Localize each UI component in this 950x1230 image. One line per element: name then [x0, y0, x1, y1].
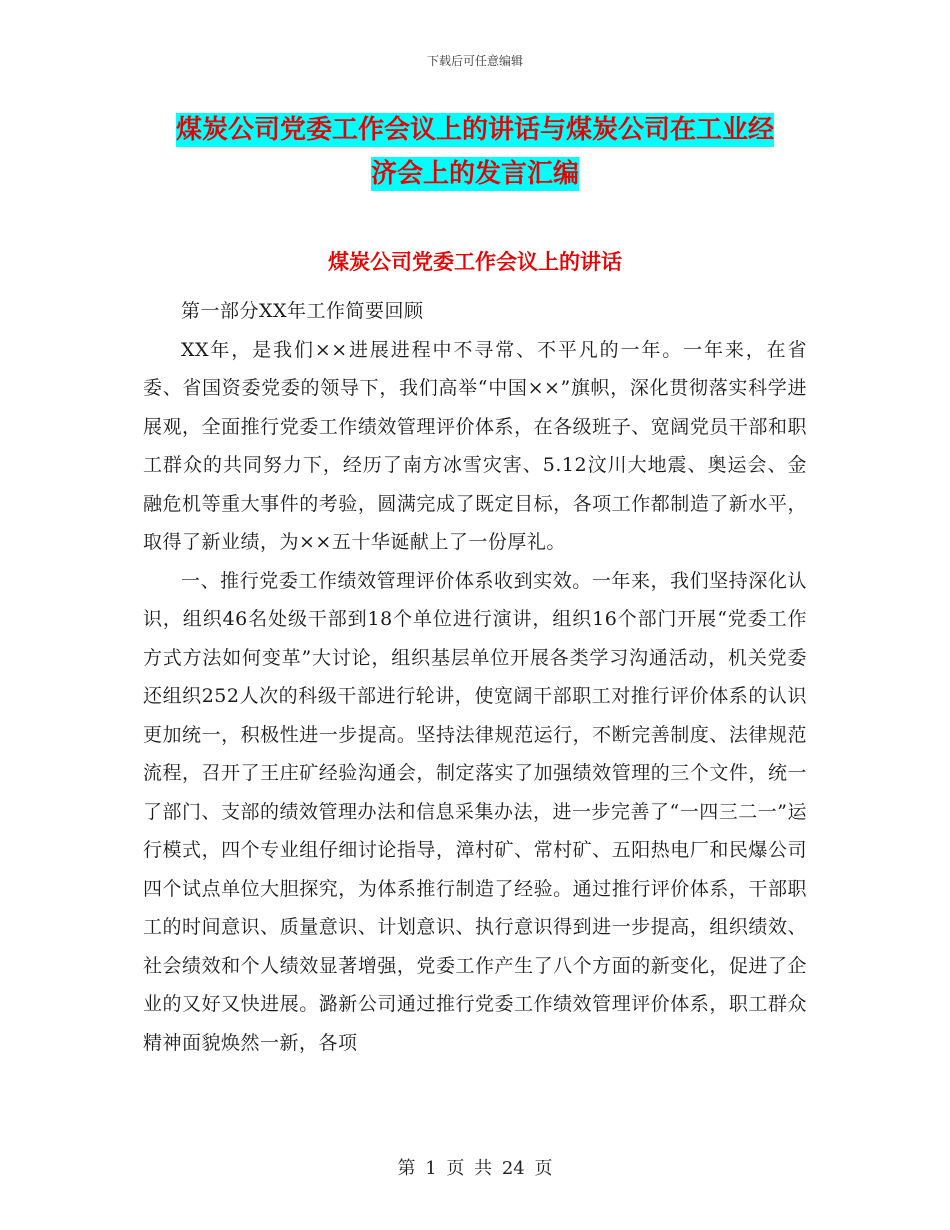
- paragraph: XX年，是我们××进展进程中不寻常、不平凡的一年。一年来，在省委、省国资委党委的领导下，我们高举“中国××”旗帜，深化贯彻落实科学进展观，全面推行党委工作绩效管理评价体系，在各级班子、宽阔党员干部和职工群众的共同努力下，经历了南方冰雪灾害、5.12汶川大地震、奥运会、金融危机等重大事件的考验，圆满完成了既定目标，各项工作都制造了新水平，取得了新业绩，为××五十华诞献上了一份厚礼。: [143, 338, 807, 553]
- header-note: 下载后可任意编辑: [426, 54, 523, 68]
- paragraph: 一、推行党委工作绩效管理评价体系收到实效。一年来，我们坚持深化认识，组织46名处级干部到18个单位进行演讲，组织16个部门开展“党委工作方式方法如何变革”大讨论，组织基层单位开展各类学习沟通活动，机关党委还组织252人次的科级干部进行轮讲，使宽阔干部职工对推行评价体系的认识更加统一，积极性进一步提高。坚持法律规范运行，不断完善制度、法律规范流程，召开了王庄矿经验沟通会，制定落实了加强绩效管理的三个文件，统一了部门、支部的绩效管理办法和信息采集办法，进一步完善了“一四三二一”运行模式，四个专业组仔细讨论指导，漳村矿、常村矿、五阳热电厂和民爆公司四个试点单位大胆探究，为体系推行制造了经验。通过推行评价体系，干部职工的时间意识、质量意识、计划意识、执行意识得到进一步提高，组织绩效、社会绩效和个人绩效显著增强，党委工作产生了八个方面的新变化，促进了企业的又好又快进展。潞新公司通过推行党委工作绩效管理评价体系，职工群众精神面貌焕然一新，各项: [143, 569, 807, 1054]
- title-line-2: 济会上的发言汇编: [370, 159, 579, 189]
- document-title: [120, 108, 830, 196]
- section-title: 煤炭公司党委工作会议上的讲话: [328, 250, 622, 274]
- paragraph-heading: 第一部分XX年工作简要回顾: [181, 300, 424, 322]
- body-text: [143, 292, 807, 1062]
- page-number-footer: 第 1 页 共 24 页: [397, 1158, 553, 1179]
- title-line-1: 煤炭公司党委工作会议上的讲话与煤炭公司在工业经: [175, 115, 774, 145]
